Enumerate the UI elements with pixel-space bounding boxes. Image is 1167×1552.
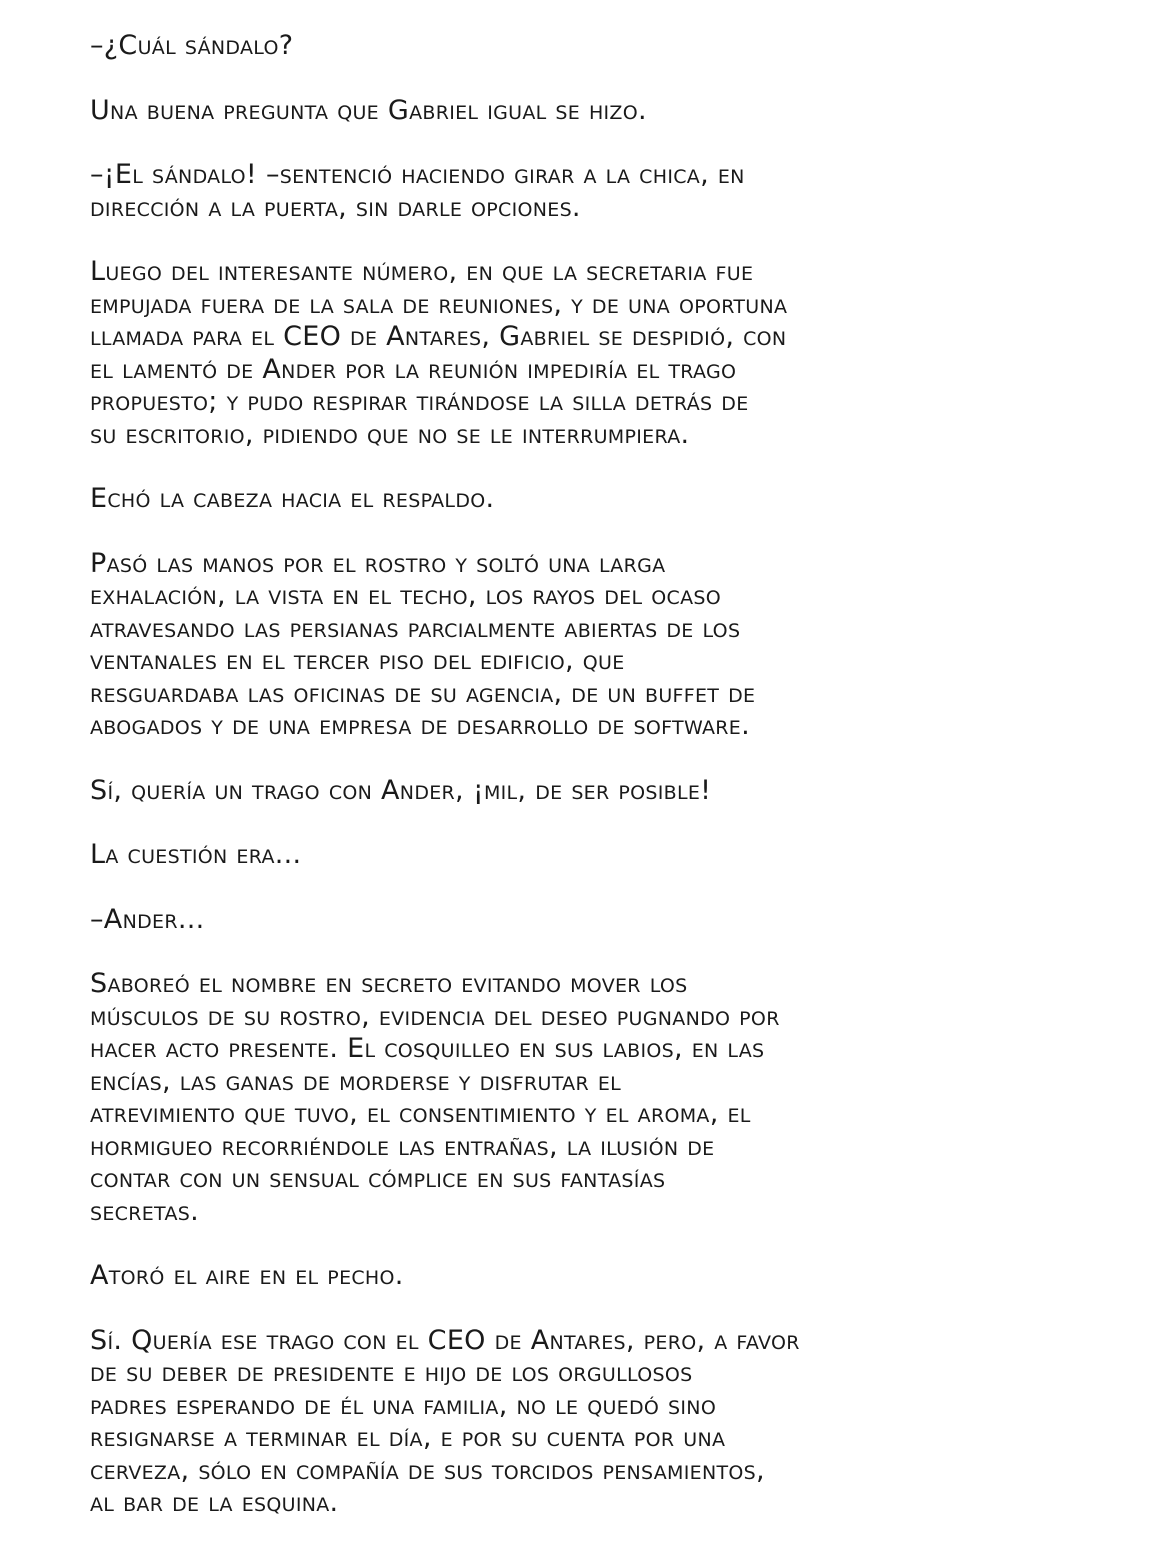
text-line: empujada fuera de la sala de reuniones, y de una oportuna (90, 288, 788, 320)
paragraph-7 (90, 775, 1090, 808)
text-line: su escritorio, pidiendo que no se le interrumpiera. (90, 418, 690, 450)
paragraph-11 (90, 1260, 1090, 1293)
text-line: dirección a la puerta, sin darle opciones. (90, 191, 581, 223)
paragraph-3 (90, 159, 1090, 224)
text-line: cerveza, sólo en compañía de sus torcidos pensamientos, (90, 1454, 765, 1486)
text-line: Sí. Quería ese trago con el CEO de Antares, pero, a favor (90, 1324, 800, 1356)
text-line: Echó la cabeza hacia el respaldo. (90, 483, 495, 514)
text-line: llamada para el CEO de Antares, Gabriel se despidió, con (90, 321, 787, 352)
text-line: resguardaba las oficinas de su agencia, de un buffet de (90, 677, 756, 709)
paragraph-6 (90, 548, 1090, 743)
text-line: La cuestión era... (90, 839, 302, 870)
text-line: hormigueo recorriéndole las entrañas, la ilusión de (90, 1130, 715, 1162)
paragraph-12 (90, 1325, 1090, 1520)
text-line: atravesando las persianas parcialmente abiertas de los (90, 612, 741, 644)
text-line: secretas. (90, 1195, 200, 1227)
document-page (90, 30, 1090, 1552)
text-line: Sí, quería un trago con Ander, ¡mil, de ser posible! (90, 774, 712, 806)
text-line: Saboreó el nombre en secreto evitando mover los (90, 968, 688, 999)
text-line: propuesto; y pudo respirar tirándose la silla detrás de (90, 386, 749, 417)
text-line: resignarse a terminar el día, e por su cuenta por una (90, 1422, 726, 1453)
text-line: hacer acto presente. El cosquilleo en sus labios, en las (90, 1033, 765, 1064)
text-line: encías, las ganas de morderse y disfrutar el (90, 1065, 622, 1097)
text-line: Pasó las manos por el rostro y soltó una larga (90, 547, 666, 579)
text-line: al bar de la esquina. (90, 1487, 339, 1518)
text-line: ventanales en el tercer piso del edificio, que (90, 645, 625, 676)
text-line: de su deber de presidente e hijo de los orgullosos (90, 1357, 693, 1388)
paragraph-10 (90, 968, 1090, 1228)
text-line: padres esperando de él una familia, no le quedó sino (90, 1389, 717, 1421)
text-line: Luego del interesante número, en que la secretaria fue (90, 256, 754, 287)
paragraph-4 (90, 256, 1090, 451)
text-line: contar con un sensual cómplice en sus fantasías (90, 1163, 666, 1194)
text-line: el lamentó de Ander por la reunión impediría el trago (90, 353, 737, 385)
text-line: –Ander... (90, 903, 205, 935)
text-line: –¿Cuál sándalo? (90, 30, 294, 61)
text-line: músculos de su rostro, evidencia del deseo pugnando por (90, 1000, 780, 1032)
paragraph-5 (90, 483, 1090, 516)
text-line: Una buena pregunta que Gabriel igual se hizo. (90, 94, 647, 126)
paragraph-9 (90, 904, 1090, 937)
text-line: abogados y de una empresa de desarrollo de software. (90, 710, 750, 741)
text-line: atrevimiento que tuvo, el consentimiento y el aroma, el (90, 1098, 751, 1129)
paragraph-2 (90, 95, 1090, 128)
paragraph-8 (90, 839, 1090, 872)
text-line: exhalación, la vista en el techo, los rayos del ocaso (90, 580, 721, 611)
text-line: Atoró el aire en el pecho. (90, 1260, 404, 1291)
text-line: –¡El sándalo! –sentenció haciendo girar a la chica, en (90, 159, 745, 190)
paragraph-1 (90, 30, 1090, 63)
